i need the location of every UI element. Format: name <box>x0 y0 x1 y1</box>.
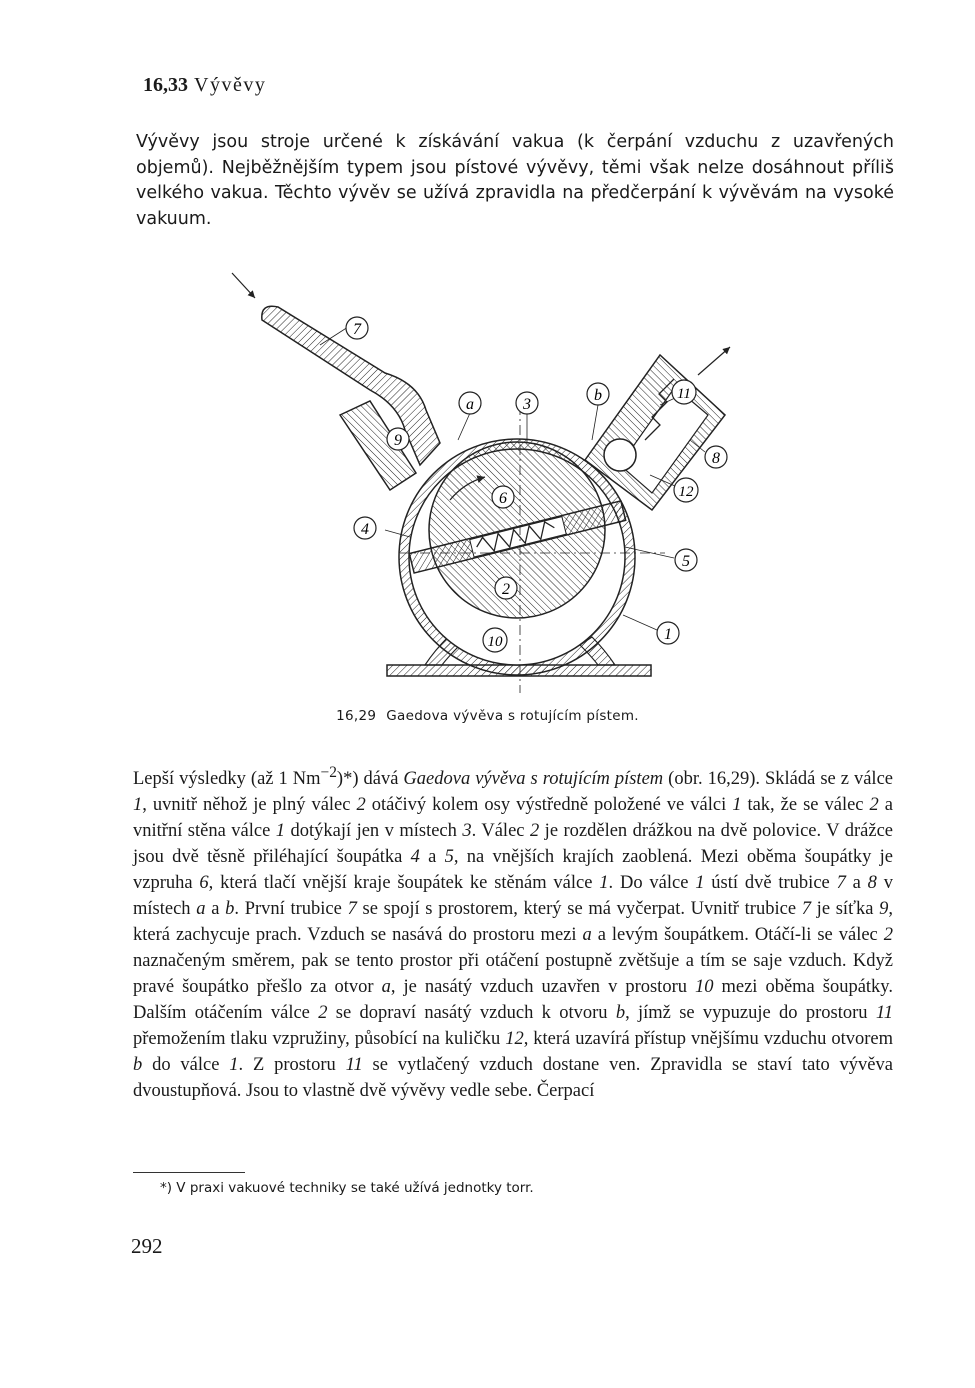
text-run: a <box>205 899 226 920</box>
text-run: )*) dává <box>336 769 404 790</box>
text-run: je síťka <box>810 899 880 920</box>
ref-number: 1 <box>133 795 143 816</box>
ref-number: 2 <box>869 795 879 816</box>
text-run: , která zachycuje prach. Vzduch se nasává do prostoru mezi <box>133 899 894 946</box>
body-paragraph <box>133 760 893 1104</box>
ref-number: 2 <box>529 821 540 842</box>
ref-number: 2 <box>318 1003 328 1024</box>
text-run: . Do válce <box>608 873 696 894</box>
italic-term: Gaedova vývěva s rotujícím pístem <box>403 769 664 790</box>
ref-number: 12 <box>505 1029 524 1050</box>
text-run: . Válec <box>471 821 530 842</box>
ref-number: 1 <box>229 1055 239 1076</box>
ref-letter: b <box>133 1055 143 1076</box>
ref-letter: a <box>196 899 206 920</box>
section-number: 16,33 <box>143 74 188 96</box>
text-run: tak, že se válec <box>741 795 870 816</box>
text-run: mezi oběma šoupátky. Dalším otáčením válce <box>133 977 893 1024</box>
footnote-rule <box>133 1172 245 1173</box>
text-run: naznačeným směrem, pak se tento prostor při otáčení postupně zvětšuje a tím se saje vzduch. Když pravé šoupátko přešlo za otvor <box>133 951 893 998</box>
ref-number: 5 <box>444 847 454 868</box>
ref-number: 7 <box>347 899 357 920</box>
ref-number: 7 <box>836 873 846 894</box>
section-title: Vývěvy <box>194 74 267 96</box>
text-run: je rozdělen drážkou na dvě polovice. V drážce jsou dvě těsně přiléhající šoupátka <box>133 821 893 868</box>
text-run: ústí dvě trubice <box>704 873 837 894</box>
ref-number: 1 <box>732 795 742 816</box>
superscript: −2 <box>320 764 337 781</box>
text-run: dotýkají jen v místech <box>285 821 463 842</box>
text-run: do válce <box>142 1055 230 1076</box>
pump-diagram <box>220 265 765 695</box>
ref-number: 1 <box>599 873 609 894</box>
text-run: a levým šoupátkem. Otáčí-li se válec <box>591 925 884 946</box>
label-4: 4 <box>361 521 369 538</box>
text-run: se spojí s prostorem, který se má vyčerpat. Uvnitř trubice <box>356 899 802 920</box>
ref-number: 1 <box>275 821 286 842</box>
ref-number: 8 <box>867 873 877 894</box>
ref-letter: b <box>225 899 235 920</box>
label-b: b <box>594 387 602 404</box>
ref-letter: a <box>582 925 592 946</box>
text-run: a <box>845 873 868 894</box>
text-run: se vytlačený vzduch dostane ven. Zpravidla se staví tato vývěva dvoustupňová. Jsou to vlastně dvě vývěvy vedle sebe. Čerpací <box>133 1055 893 1102</box>
label-1: 1 <box>664 626 672 643</box>
footnote: *) V praxi vakuové techniky se také užívá jednotky torr. <box>160 1180 534 1196</box>
text-run: , která tlačí vnější kraje šoupátek ke stěnám válce <box>208 873 600 894</box>
text-run: se dopraví nasátý vzduch k otvoru <box>327 1003 616 1024</box>
ref-number: 7 <box>801 899 811 920</box>
text-run: (obr. 16,29). Skládá se z válce <box>663 769 893 790</box>
ref-number: 2 <box>883 925 893 946</box>
label-11: 11 <box>677 386 691 402</box>
ref-number: 3 <box>462 821 472 842</box>
text-run: , která uzavírá přístup vnějšímu vzduchu otvorem <box>523 1029 894 1050</box>
label-a: a <box>466 396 474 413</box>
ref-number: 4 <box>410 847 420 868</box>
label-8: 8 <box>712 450 720 467</box>
figure-caption <box>0 708 975 724</box>
label-7: 7 <box>353 321 361 338</box>
label-2: 2 <box>502 581 510 598</box>
label-12: 12 <box>678 484 694 500</box>
text-run: , uvnitř něhož je plný válec <box>142 795 357 816</box>
ref-number: 2 <box>356 795 366 816</box>
text-run: přemožením tlaku vzpružiny, působící na kuličku <box>133 1029 506 1050</box>
label-6: 6 <box>499 490 507 507</box>
intro-paragraph: Vývěvy jsou stroje určené k získávání vakua (k čerpání vzduchu z uzavřených objemů). Nejběžnějším typem jsou pístové vývěvy, těmi však nelze dosáhnout příliš velkého vakua. Těchto vývěv se užívá zpravidla na předčerpání k vývěvám na vysoké vakuum. <box>136 132 894 229</box>
label-5: 5 <box>682 553 690 570</box>
text-run: . První trubice <box>234 899 348 920</box>
caption-text: Gaedova vývěva s rotujícím pístem. <box>386 708 639 724</box>
label-9: 9 <box>394 432 402 449</box>
page-number: 292 <box>131 1234 163 1258</box>
text-run: a <box>419 847 445 868</box>
label-3: 3 <box>523 396 531 413</box>
ref-number: 1 <box>695 873 705 894</box>
text-run: Lepší výsledky (až 1 Nm <box>133 769 321 790</box>
text-run: , je nasátý vzduch uzavřen v prostoru <box>390 977 695 998</box>
ref-number: 10 <box>694 977 714 998</box>
caption-number: 16,29 <box>336 708 377 724</box>
text-run: , na vnějších krajích zaoblená. Mezi oběma šoupátky je vzpruha <box>133 847 893 894</box>
ref-number: 11 <box>345 1055 363 1076</box>
text-run: , jímž se vypuzuje do prostoru <box>625 1003 876 1024</box>
ref-number: 11 <box>875 1003 893 1024</box>
ref-letter: b <box>615 1003 626 1024</box>
ref-number: 6 <box>199 873 209 894</box>
pump-figure <box>220 265 765 695</box>
section-heading <box>143 74 266 97</box>
label-10: 10 <box>487 634 503 650</box>
ref-letter: a <box>381 977 391 998</box>
valve-ball <box>604 439 636 471</box>
ref-number: 9 <box>879 899 889 920</box>
text-run: v místech <box>133 873 893 920</box>
text-run: otáčivý kolem osy výstředně položené ve válci <box>365 795 733 816</box>
text-run: . Z prostoru <box>238 1055 346 1076</box>
text-run: a vnitřní stěna válce <box>133 795 893 842</box>
